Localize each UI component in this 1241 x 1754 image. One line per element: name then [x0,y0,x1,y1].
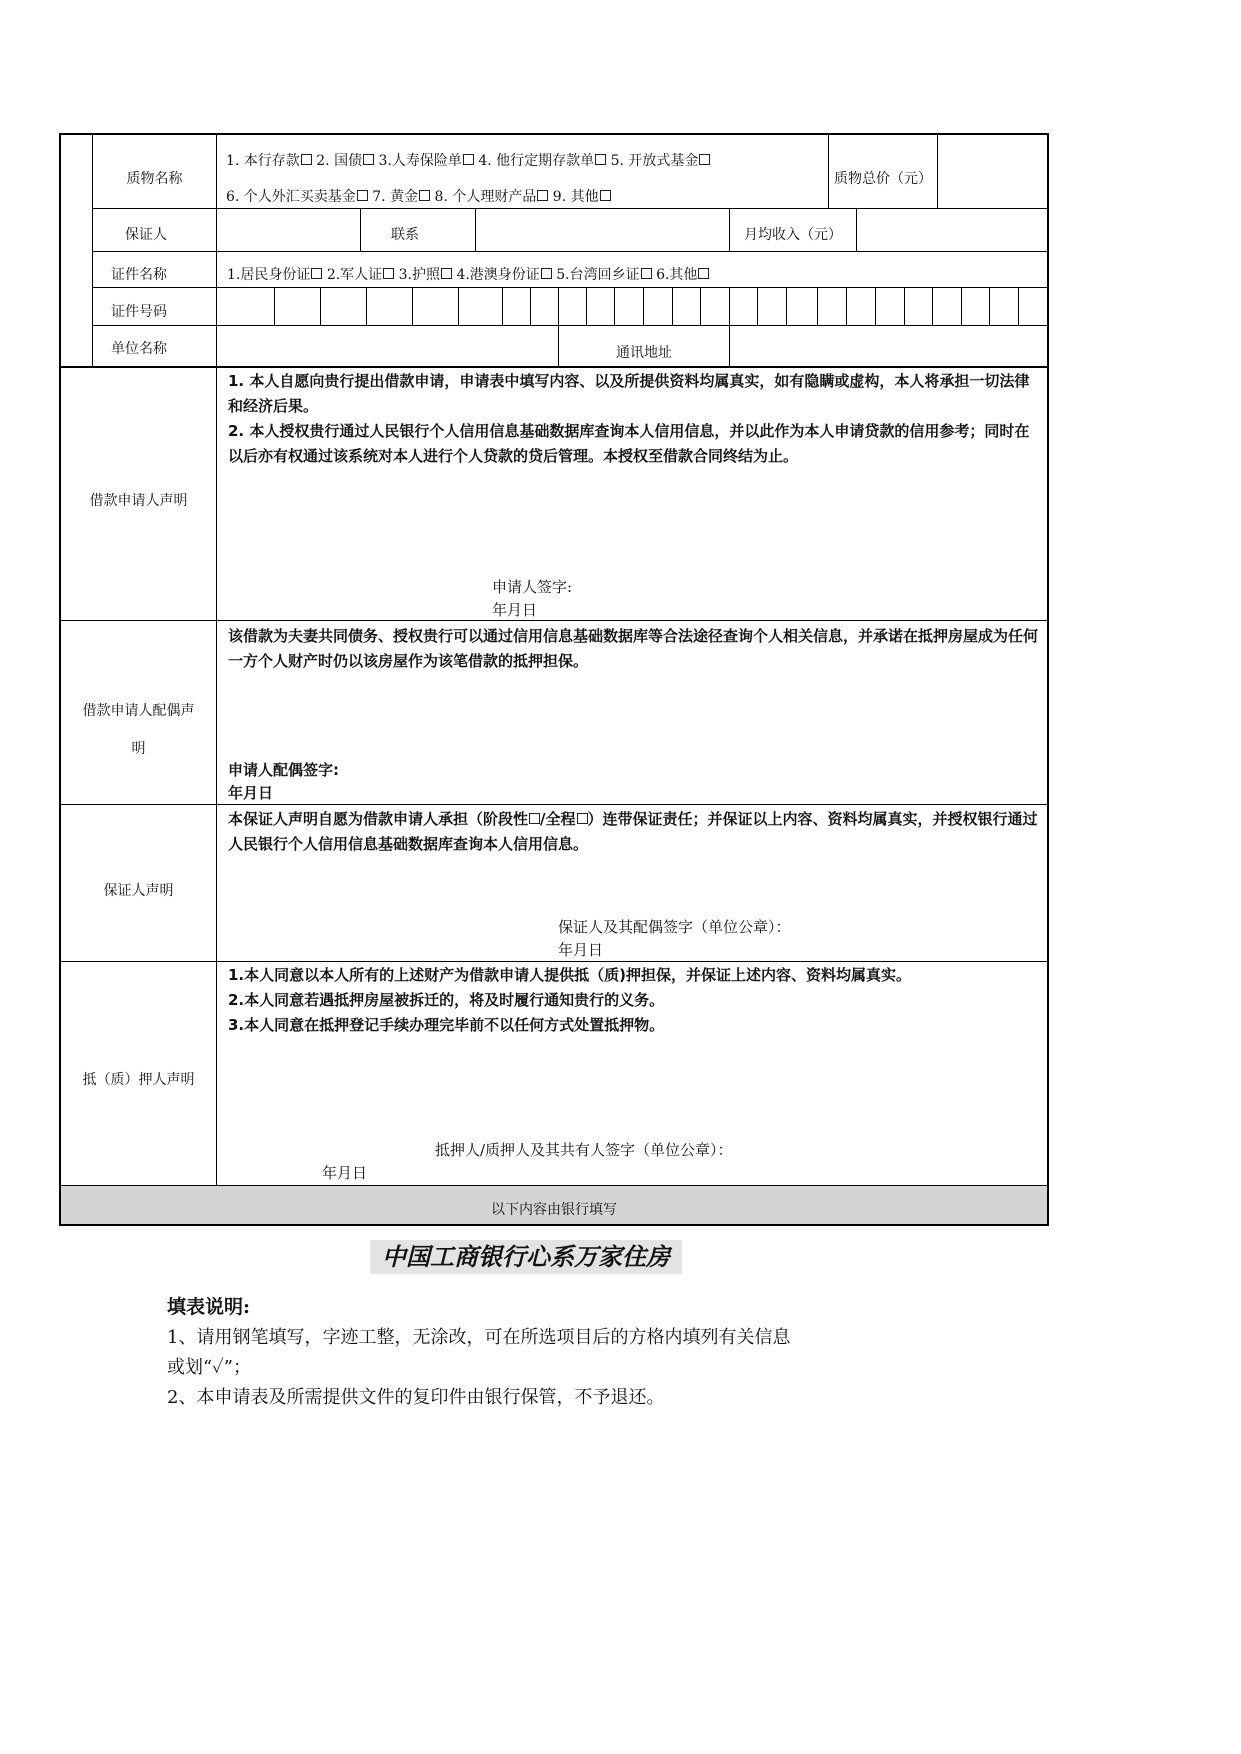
checkbox[interactable] [595,154,606,165]
id-type-option[interactable]: 4.港澳身份证 [456,267,551,283]
checkbox[interactable] [537,190,548,201]
collateral-option[interactable]: 9. 其他 [553,189,611,205]
checkbox[interactable] [698,268,709,279]
spouse-label-line: 借款申请人配偶声 [82,703,195,719]
id-number-cells[interactable] [217,288,1047,325]
collateral-option[interactable]: 7. 黄金 [372,189,430,205]
pledgor-statement-label: 抵（质）押人声明 [82,1072,195,1088]
checkbox[interactable] [311,268,322,279]
bank-section-label: 以下内容由银行填写 [491,1202,617,1218]
checkbox[interactable] [577,813,588,824]
pledgor-item: 2.本人同意若遇抵押房屋被拆迁的，将及时履行通知贵行的义务。 [228,991,665,1009]
monthly-income-field[interactable] [857,209,1047,251]
full-term-option[interactable]: 全程 [546,810,588,828]
checkbox[interactable] [529,813,540,824]
collateral-option[interactable]: 1. 本行存款 [226,153,312,169]
contact-field[interactable] [476,209,729,251]
checkbox[interactable] [441,268,452,279]
applicant-statement-para: 1. 本人自愿向贵行提出借款申请，申请表中填写内容、以及所提供资料均属真实，如有隐瞒或虚构，本人将承担一切法律和经济后果。 [228,372,1030,415]
instructions-heading: 填表说明: [167,1296,251,1318]
applicant-statement-text [228,369,1042,469]
address-field[interactable] [730,326,1047,366]
spouse-date-label: 年月日 [228,784,274,802]
spouse-label-line: 明 [131,741,146,757]
checkbox[interactable] [641,268,652,279]
collateral-options-line1 [226,150,710,170]
collateral-total-label: 质物总价（元） [834,171,932,187]
spouse-signature-label: 申请人配偶签字: [228,761,339,779]
id-type-option[interactable]: 2.军人证 [327,267,394,283]
instruction-line: 或划“✓”； [167,1357,252,1378]
guarantor-date-label: 年月日 [558,941,604,959]
stage-option[interactable]: 阶段性 [483,810,540,828]
instruction-line: 1、请用钢笔填写，字迹工整，无涂改，可在所选项目后的方格内填列有关信息 [167,1327,791,1348]
employer-label: 单位名称 [111,341,167,357]
employer-field[interactable] [217,326,558,366]
checkbox[interactable] [600,190,611,201]
id-type-option[interactable]: 3.护照 [399,267,452,283]
spouse-statement-text: 该借款为夫妻共同债务、授权贵行可以通过信用信息基础数据库等合法途径查询个人相关信息，并承诺在抵押房屋成为任何一方个人财产时仍以该房屋作为该笔借款的抵押担保。 [228,627,1039,670]
checkbox[interactable] [463,154,474,165]
instruction-line: 2、本申请表及所需提供文件的复印件由银行保管，不予退还。 [167,1387,665,1408]
collateral-option[interactable]: 4. 他行定期存款单 [478,153,606,169]
guarantor-signature-label: 保证人及其配偶签字（单位公章）： [558,918,791,936]
spouse-statement-label [61,692,216,768]
applicant-date-label: 年月日 [492,601,538,619]
pledgor-item: 3.本人同意在抵押登记手续办理完毕前不以任何方式处置抵押物。 [228,1016,665,1034]
collateral-label: 质物名称 [126,171,183,187]
guarantor-name-field[interactable] [217,209,360,251]
checkbox[interactable] [357,190,368,201]
id-number-label: 证件号码 [111,304,167,320]
footer-title: 中国工商银行心系万家住房 [370,1240,682,1274]
pledgor-signature-label: 抵押人/质押人及其共有人签字（单位公章）： [435,1141,733,1159]
guarantor-label: 保证人 [125,227,167,243]
id-type-options [227,264,709,284]
pledgor-statement-text [228,963,1042,1038]
collateral-option[interactable]: 2. 国债 [316,153,374,169]
checkbox[interactable] [541,268,552,279]
collateral-total-field[interactable] [938,135,1047,208]
contact-label: 联系 [391,227,419,243]
pledgor-item: 1.本人同意以本人所有的上述财产为借款申请人提供抵（质)押担保，并保证上述内容、资料均属真实。 [228,966,911,984]
guarantor-statement-text: 本保证人声明自愿为借款申请人承担（阶段性 /全程 ）连带保证责任；并保证以上内容、资料均属真实，并授权银行通过人民银行个人信用信息基础数据库查询本人信用信息。 [228,810,1038,853]
pledgor-date-label: 年月日 [322,1164,368,1182]
checkbox[interactable] [419,190,430,201]
checkbox[interactable] [383,268,394,279]
checkbox[interactable] [363,154,374,165]
address-label: 通讯地址 [616,345,672,361]
monthly-income-label: 月均收入（元） [744,227,842,243]
collateral-option[interactable]: 3.人寿保险单 [379,153,474,169]
checkbox[interactable] [301,154,312,165]
id-type-option[interactable]: 6.其他 [656,267,709,283]
id-type-label: 证件名称 [111,267,167,283]
bank-section-band [61,1186,1047,1224]
id-type-option[interactable]: 1.居民身份证 [227,267,322,283]
applicant-signature-label: 申请人签字: [492,578,573,596]
collateral-option[interactable]: 8. 个人理财产品 [435,189,549,205]
guarantor-statement-label: 保证人声明 [103,883,174,899]
id-type-option[interactable]: 5.台湾回乡证 [556,267,651,283]
applicant-statement-para: 2. 本人授权贵行通过人民银行个人信用信息基础数据库查询本人信用信息，并以此作为本人申请贷款的信用参考；同时在以后亦有权通过该系统对本人进行个人贷款的贷后管理。本授权至借款合同终结为止。 [228,422,1030,465]
collateral-option[interactable]: 5. 开放式基金 [611,153,711,169]
checkbox[interactable] [699,154,710,165]
collateral-option[interactable]: 6. 个人外汇买卖基金 [226,189,368,205]
collateral-options-line2 [226,186,611,206]
applicant-statement-label: 借款申请人声明 [89,493,188,509]
